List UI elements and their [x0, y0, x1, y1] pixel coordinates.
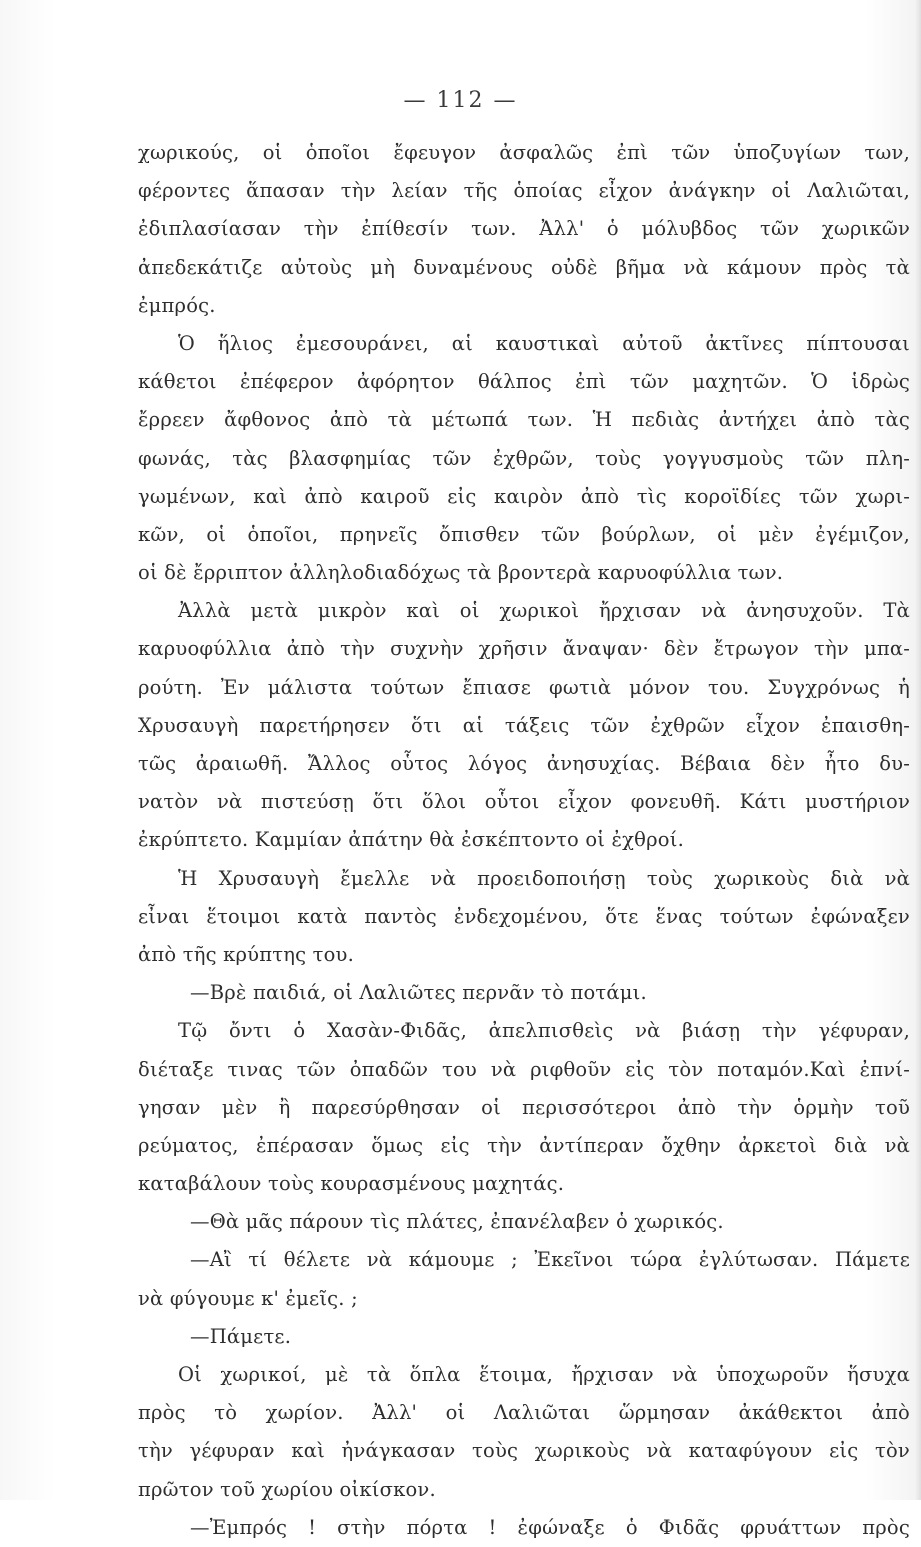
text-line: ρεύματος, ἐπέρασαν ὅμως εἰς τὴν ἀντίπεραν ὄχθην ἀρκετοὶ διὰ νὰ: [138, 1133, 910, 1157]
dialogue-line: —Πάμετε.: [190, 1324, 292, 1348]
text-line: οἱ δὲ ἔρριπτον ἀλληλοδιαδόχως τὰ βροντερὰ καρυοφύλλια των.: [138, 561, 784, 585]
paragraph-start-line: Ὁ ἥλιος ἐμεσουράνει, αἱ καυστικαὶ αὐτοῦ ἀκτῖνες πίπτουσαι: [178, 331, 910, 355]
text-line: γωμένων, καὶ ἀπὸ καιροῦ εἰς καιρὸν ἀπὸ τὶς κοροϊδίες τῶν χωρι-: [138, 484, 910, 508]
paragraph-start-line: Οἱ χωρικοί, μὲ τὰ ὅπλα ἕτοιμα, ἤρχισαν νὰ ὑποχωροῦν ἥσυχα: [178, 1363, 910, 1386]
text-line: πρὸς τὸ χωρίον. Ἀλλ' οἱ Λαλιῶται ὥρμησαν ἀκάθεκτοι ἀπὸ: [138, 1401, 910, 1425]
text-line: ἔρρεεν ἄφθονος ἀπὸ τὰ μέτωπά των. Ἡ πεδιὰς ἀντήχει ἀπὸ τὰς: [138, 408, 910, 432]
paragraph-start-line: Τῷ ὄντι ὁ Χασὰν-Φιδᾶς, ἀπελπισθεὶς νὰ βιάσῃ τὴν γέφυραν,: [178, 1019, 910, 1043]
paragraph-start-line: Ἀλλὰ μετὰ μικρὸν καὶ οἱ χωρικοὶ ἤρχισαν νὰ ἀνησυχοῦν. Τὰ: [178, 599, 910, 623]
text-line: κάθετοι ἐπέφερον ἀφόρητον θάλπος ἐπὶ τῶν μαχητῶν. Ὁ ἱδρὼς: [138, 370, 910, 394]
text-line: χωρικούς, οἱ ὁποῖοι ἔφευγον ἀσφαλῶς ἐπὶ τῶν ὑποζυγίων των,: [138, 141, 910, 164]
text-line: ἀπὸ τῆς κρύπτης του.: [138, 942, 355, 966]
text-line: καρυοφύλλια ἀπὸ τὴν συχνὴν χρῆσιν ἄναψαν· δὲν ἔτρωγον τὴν μπα-: [138, 637, 910, 661]
page-number: — 112 —: [403, 88, 518, 113]
dialogue-line: —Βρὲ παιδιά, οἱ Λαλιῶτες περνᾶν τὸ ποτάμι.: [190, 981, 647, 1005]
dialogue-line: —Αἲ τί θέλετε νὰ κάμουμε ; Ἐκεῖνοι τώρα ἐγλύτωσαν. Πάμετε: [190, 1248, 910, 1272]
text-line: φωνάς, τὰς βλασφημίας τῶν ἐχθρῶν, τοὺς γογγυσμοὺς τῶν πλη-: [138, 446, 910, 470]
paragraph-start-line: Ἡ Χρυσαυγὴ ἔμελλε νὰ προειδοποιήσῃ τοὺς χωρικοὺς διὰ νὰ: [178, 866, 910, 890]
text-line: κῶν, οἱ ὁποῖοι, πρηνεῖς ὄπισθεν τῶν βούρλων, οἱ μὲν ἐγέμιζον,: [138, 522, 910, 546]
text-line: ρούτη. Ἐν μάλιστα τούτων ἔπιασε φωτιὰ μόνον του. Συγχρόνως ἡ: [138, 675, 910, 699]
text-line: καταβάλουν τοὺς κουρασμένους μαχητάς.: [138, 1172, 565, 1196]
body-text: [138, 134, 910, 1547]
text-line: εἶναι ἕτοιμοι κατὰ παντὸς ἐνδεχομένου, ὅτε ἕνας τούτων ἐφώναξεν: [138, 904, 910, 928]
text-line: διέταξε τινας τῶν ὀπαδῶν του νὰ ριφθοῦν εἰς τὸν ποταμόν.Καὶ ἐπνί-: [138, 1057, 910, 1081]
page-edge-shadow: [915, 0, 921, 1500]
text-line: τὴν γέφυραν καὶ ἠνάγκασαν τοὺς χωρικοὺς νὰ καταφύγουν εἰς τὸν: [138, 1439, 910, 1463]
text-line: Χρυσαυγὴ παρετήρησεν ὅτι αἱ τάξεις τῶν ἐχθρῶν εἶχον ἐπαισθη-: [138, 713, 910, 737]
text-line: νὰ φύγουμε κ' ἐμεῖς. ;: [138, 1286, 358, 1310]
dialogue-line: —Θὰ μᾶς πάρουν τὶς πλάτες, ἐπανέλαβεν ὁ χωρικός.: [190, 1210, 724, 1234]
text-line: ἐδιπλασίασαν τὴν ἐπίθεσίν των. Ἀλλ' ὁ μόλυβδος τῶν χωρικῶν: [138, 217, 910, 241]
text-line: φέροντες ἅπασαν τὴν λείαν τῆς ὁποίας εἶχον ἀνάγκην οἱ Λαλιῶται,: [138, 179, 910, 203]
text-line: νατὸν νὰ πιστεύσῃ ὅτι ὅλοι οὗτοι εἶχον φονευθῆ. Κάτι μυστήριον: [138, 790, 910, 814]
dialogue-line: —Ἐμπρός ! στὴν πόρτα ! ἐφώναξε ὁ Φιδᾶς φρυάττων πρὸς: [190, 1515, 910, 1539]
text-line: τῶς ἀραιωθῆ. Ἄλλος οὗτος λόγος ἀνησυχίας. Βέβαια δὲν ἦτο δυ-: [138, 752, 910, 775]
text-line: γησαν μὲν ἢ παρεσύρθησαν οἱ περισσότεροι ἀπὸ τὴν ὁρμὴν τοῦ: [138, 1095, 910, 1119]
text-line: πρῶτον τοῦ χωρίου οἰκίσκον.: [138, 1477, 436, 1501]
text-line: ἐμπρός.: [138, 293, 216, 317]
text-line: ἐκρύπτετο. Καμμίαν ἀπάτην θὰ ἐσκέπτοντο οἱ ἐχθροί.: [138, 828, 684, 852]
text-line: ἀπεδεκάτιζε αὐτοὺς μὴ δυναμένους οὐδὲ βῆμα νὰ κάμουν πρὸς τὰ: [138, 255, 910, 279]
